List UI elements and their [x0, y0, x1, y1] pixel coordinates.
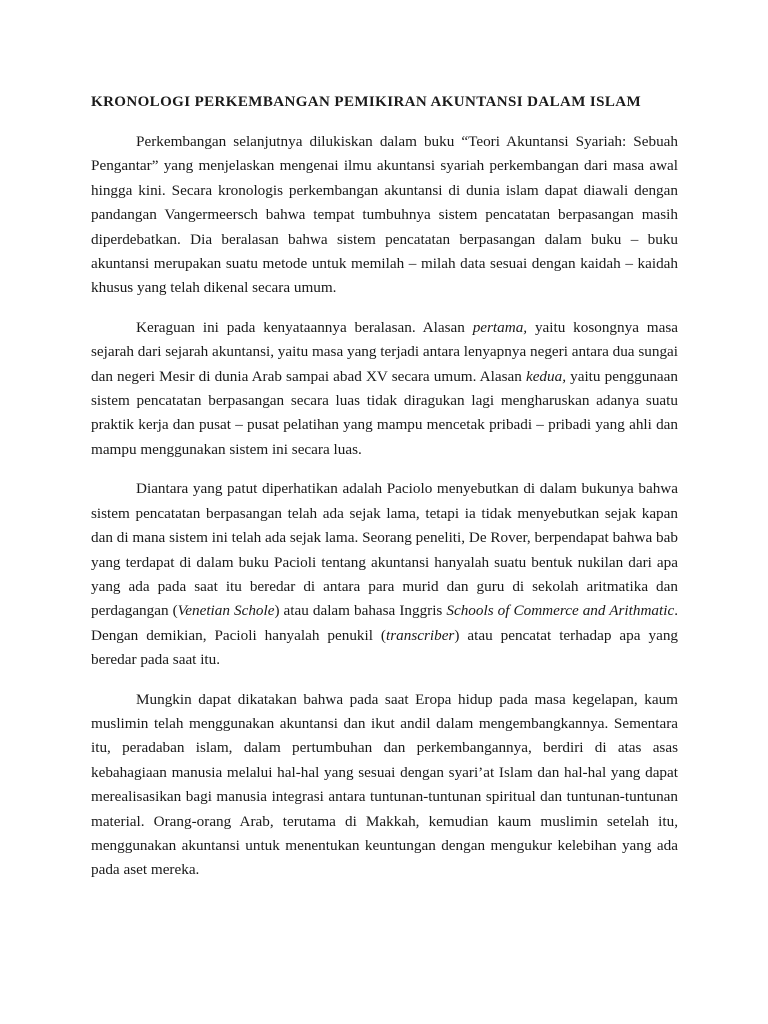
text-run: Mungkin dapat dikatakan bahwa pada saat Eropa hidup pada masa kegelapan, kaum muslimin telah menggunakan akuntansi dan ikut andil dalam mengembangkannya. Sementara itu, peradaban islam, dalam pertumbuhan dan perkembangannya, berdiri di atas asas kebahagiaan manusia melalui hal-hal yang sesuai dengan syari’at Islam dan hal-hal yang dapat merealisasikan bagi manusia integrasi antara tuntunan-tuntunan spiritual dan tuntunan-tuntunan material. Orang-orang Arab, terutama di Makkah, kemudian kaum muslimin setelah itu, menggunakan akuntansi untuk menentukan keuntungan dengan mengukur kelebihan yang ada pada aset mereka.: [91, 690, 678, 879]
text-run: yaitu penggunaan sistem pencatatan berpasangan secara luas tidak diragukan lagi mengharuskan adanya suatu praktik kerja dan pusat – pusat pelatihan yang mampu mencetak pribadi – pribadi yang ahli dan mampu menggunakan sistem ini secara luas.: [91, 367, 678, 458]
text-run: Perkembangan selanjutnya dilukiskan dalam buku “Teori Akuntansi Syariah: Sebuah Pengantar” yang menjelaskan mengenai ilmu akuntansi syariah perkembangan dari masa awal hingga kini. Secara kronologis perkembangan akuntansi di dunia islam dapat diawali dengan pandangan Vangermeersch bahwa tempat tumbuhnya sistem pencatatan berpasangan masih diperdebatkan. Dia beralasan bahwa sistem pencatatan berpasangan dalam buku – buku akuntansi merupakan suatu metode untuk memilah – milah data sesuai dengan kaidah – kaidah khusus yang telah dikenal secara umum.: [91, 133, 678, 297]
document-title: KRONOLOGI PERKEMBANGAN PEMIKIRAN AKUNTANSI DALAM ISLAM: [91, 94, 642, 110]
paragraph-list: [91, 130, 678, 883]
paragraph-4: [91, 688, 678, 883]
document-body: [91, 90, 678, 898]
text-run: ) atau pencatat terhadap apa yang beredar pada saat itu.: [91, 626, 679, 669]
text-run: yaitu kosongnya masa sejarah dari sejarah akuntansi, yaitu masa yang terjadi antara lenyapnya negeri antara dua sungai dan negeri Mesir di dunia Arab sampai abad XV secara umum. Alasan: [91, 318, 678, 385]
text-run: ) atau dalam bahasa Inggris: [274, 602, 447, 620]
italic-text-run: transcriber: [386, 626, 455, 644]
text-run: Diantara yang patut diperhatikan adalah Paciolo menyebutkan di dalam bukunya bahwa sistem pencatatan berpasangan telah ada sejak lama, tetapi ia tidak menyebutkan sejak kapan dan di mana sistem ini telah ada sejak lama. Seorang peneliti, De Rover, berpendapat bahwa bab yang terdapat di dalam buku Pacioli tentang akuntansi hanyalah suatu bentuk nukilan dari apa yang ada pada saat itu beredar di antara para murid dan guru di sekolah aritmatika dan perdagangan (: [91, 480, 678, 620]
paragraph-1: [91, 130, 678, 301]
paragraph-3: [91, 477, 678, 672]
italic-text-run: kedua,: [525, 367, 567, 385]
italic-text-run: Schools of Commerce and Arithmatic: [446, 602, 675, 620]
text-run: . Dengan demikian, Pacioli hanyalah penukil (: [91, 602, 678, 644]
text-run: Keraguan ini pada kenyataannya beralasan. Alasan: [136, 318, 473, 336]
italic-text-run: Venetian Schole: [177, 602, 275, 620]
paragraph-2: [91, 316, 678, 462]
italic-text-run: pertama,: [472, 318, 528, 336]
